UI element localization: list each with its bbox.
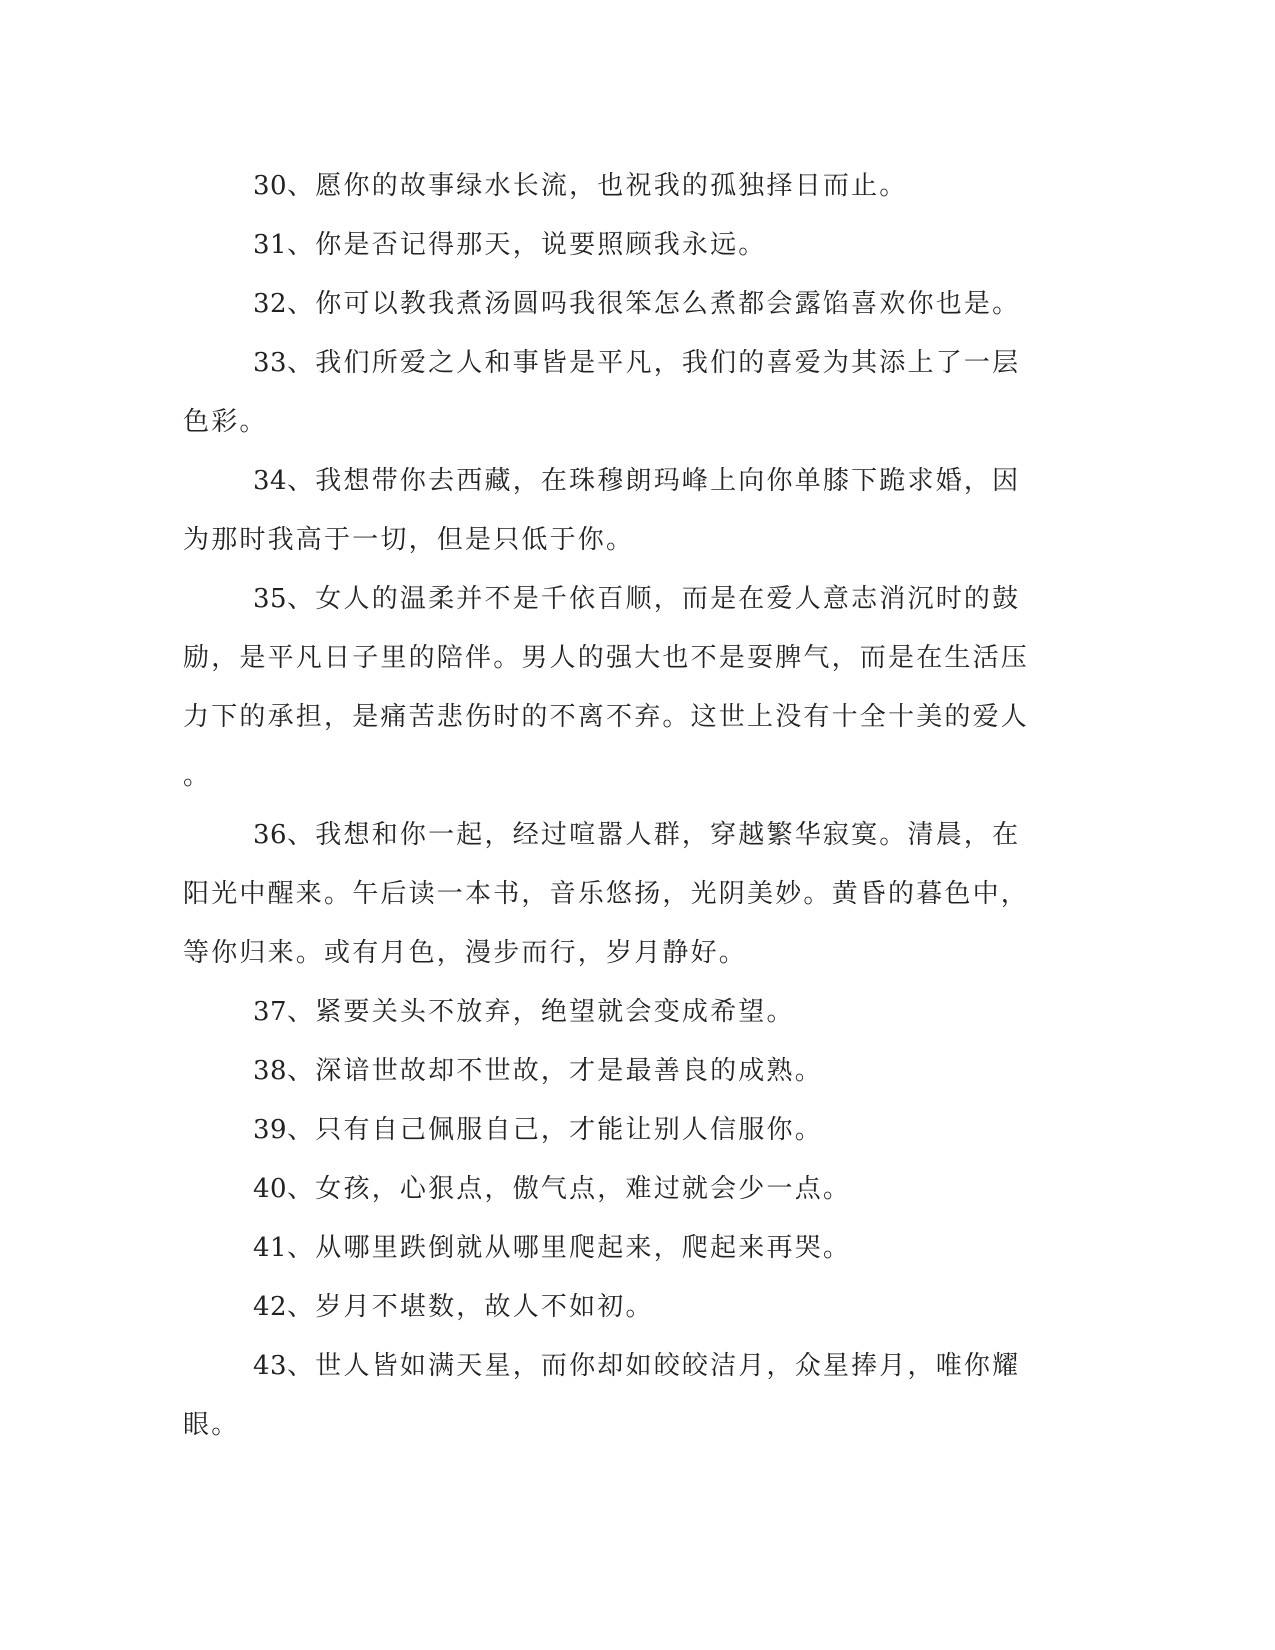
item-number: 43 xyxy=(253,1351,288,1381)
paragraph-36 xyxy=(183,806,1043,983)
item-text: 、女孩，心狠点，傲气点，难过就会少一点。 xyxy=(287,1174,852,1204)
item-number: 36 xyxy=(253,820,288,850)
item-text: 、只有自己佩服自己，才能让别人信服你。 xyxy=(287,1115,823,1145)
paragraph-32 xyxy=(183,275,1043,334)
item-text: 、我们所爱之人和事皆是平凡，我们的喜爱为其添上了一层色彩。 xyxy=(183,348,1021,437)
item-number: 37 xyxy=(253,997,288,1027)
paragraph-33 xyxy=(183,334,1043,452)
paragraph-34 xyxy=(183,452,1043,570)
item-number: 39 xyxy=(253,1115,288,1145)
item-number: 40 xyxy=(253,1174,288,1204)
item-text: 、我想带你去西藏，在珠穆朗玛峰上向你单膝下跪求婚，因为那时我高于一切，但是只低于你。 xyxy=(183,466,1021,555)
item-number: 35 xyxy=(253,584,288,614)
item-text: 、女人的温柔并不是千依百顺，而是在爱人意志消沉时的鼓励，是平凡日子里的陪伴。男人的强大也不是耍脾气，而是在生活压力下的承担，是痛苦悲伤时的不离不弃。这世上没有十全十美的爱人。 xyxy=(183,584,1030,791)
paragraph-40 xyxy=(183,1160,1043,1219)
item-number: 42 xyxy=(253,1292,288,1322)
paragraph-41 xyxy=(183,1219,1043,1278)
item-number: 41 xyxy=(253,1233,288,1263)
item-number: 30 xyxy=(253,171,288,201)
item-text: 、你可以教我煮汤圆吗我很笨怎么煮都会露馅喜欢你也是。 xyxy=(287,289,1021,319)
paragraph-37 xyxy=(183,983,1043,1042)
item-number: 31 xyxy=(253,230,288,260)
item-text: 、我想和你一起，经过喧嚣人群，穿越繁华寂寞。清晨，在阳光中醒来。午后读一本书，音乐悠扬，光阴美妙。黄昏的暮色中，等你归来。或有月色，漫步而行，岁月静好。 xyxy=(183,820,1030,968)
paragraph-30 xyxy=(183,157,1043,216)
paragraph-31 xyxy=(183,216,1043,275)
item-number: 33 xyxy=(253,348,288,378)
item-text: 、紧要关头不放弃，绝望就会变成希望。 xyxy=(287,997,795,1027)
paragraph-35 xyxy=(183,570,1043,806)
item-text: 、你是否记得那天，说要照顾我永远。 xyxy=(287,230,767,260)
item-text: 、岁月不堪数，故人不如初。 xyxy=(287,1292,654,1322)
item-text: 、世人皆如满天星，而你却如皎皎洁月，众星捧月，唯你耀眼。 xyxy=(183,1351,1021,1440)
paragraph-42 xyxy=(183,1278,1043,1337)
paragraph-38 xyxy=(183,1042,1043,1101)
item-text: 、从哪里跌倒就从哪里爬起来，爬起来再哭。 xyxy=(287,1233,852,1263)
item-number: 32 xyxy=(253,289,288,319)
item-number: 34 xyxy=(253,466,288,496)
item-text: 、愿你的故事绿水长流，也祝我的孤独择日而止。 xyxy=(287,171,908,201)
document-body xyxy=(183,157,1043,1455)
item-text: 、深谙世故却不世故，才是最善良的成熟。 xyxy=(287,1056,823,1086)
item-number: 38 xyxy=(253,1056,288,1086)
paragraph-39 xyxy=(183,1101,1043,1160)
paragraph-43 xyxy=(183,1337,1043,1455)
